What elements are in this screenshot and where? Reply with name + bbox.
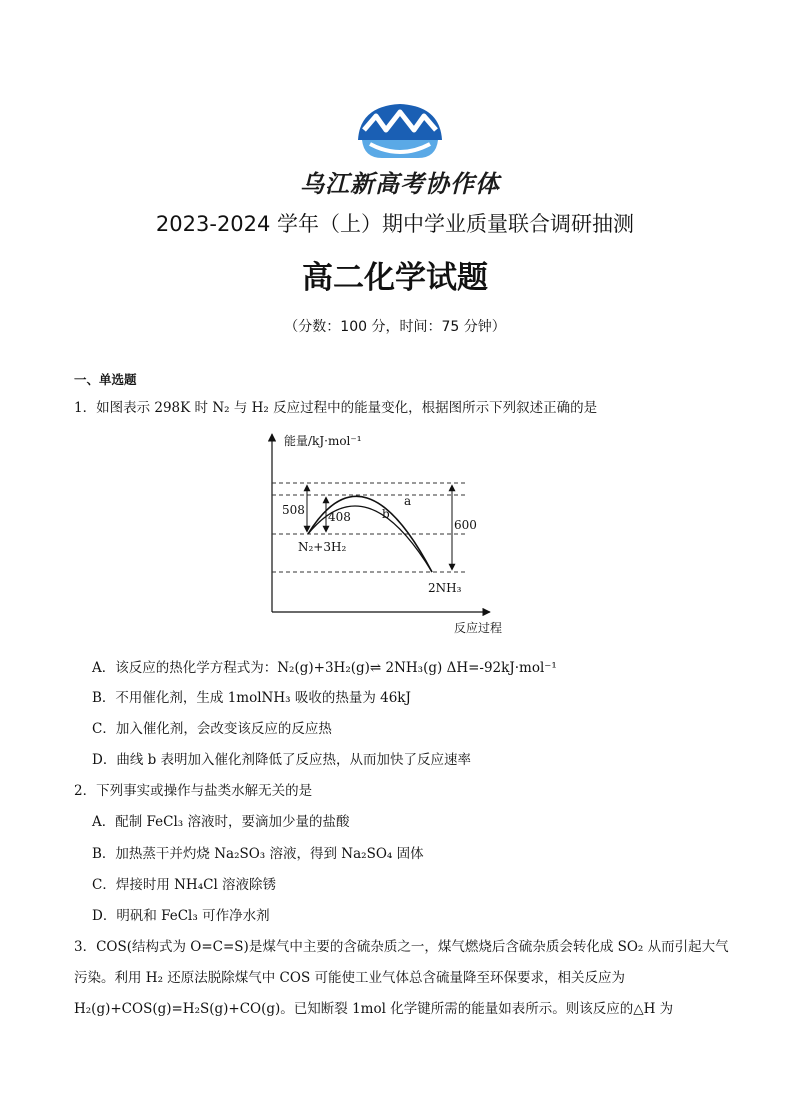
energy-diagram <box>262 428 532 638</box>
curve-b <box>308 506 432 572</box>
y-axis-label: 能量/kJ·mol⁻¹ <box>284 434 362 448</box>
curve-b-label: b <box>382 507 390 521</box>
section-heading: 一、单选题 <box>74 372 137 387</box>
q1-option-a: A．该反应的热化学方程式为：N₂(g)+3H₂(g)⇌ 2NH₃(g) ΔH=-92kJ·mol⁻¹ <box>92 660 557 676</box>
logo-mark-icon <box>290 100 510 166</box>
exam-info: （分数：100 分，时间：75 分钟） <box>284 319 506 335</box>
logo-text: 乌江新高考协作体 <box>300 170 500 198</box>
label-600: 600 <box>454 518 477 532</box>
curve-a-label: a <box>404 494 412 508</box>
label-408: 408 <box>328 510 351 524</box>
label-reactants: N₂+3H₂ <box>298 540 347 554</box>
q1-option-d: D．曲线 b 表明加入催化剂降低了反应热，从而加快了反应速率 <box>92 752 472 768</box>
label-508: 508 <box>282 503 305 517</box>
q2-option-b: B．加热蒸干并灼烧 Na₂SO₃ 溶液，得到 Na₂SO₄ 固体 <box>92 846 424 862</box>
x-axis-label: 反应过程 <box>454 621 503 635</box>
q1-stem: 1．如图表示 298K 时 N₂ 与 H₂ 反应过程中的能量变化，根据图所示下列叙述正确的是 <box>74 400 598 416</box>
q1-option-b: B．不用催化剂，生成 1molNH₃ 吸收的热量为 46kJ <box>92 690 411 706</box>
exam-title: 2023-2024 学年（上）期中学业质量联合调研抽测 <box>155 212 635 236</box>
q2-option-d: D．明矾和 FeCl₃ 可作净水剂 <box>92 908 270 924</box>
q2-stem: 2．下列事实或操作与盐类水解无关的是 <box>74 783 313 799</box>
q3-line-3: H₂(g)+COS(g)=H₂S(g)+CO(g)。已知断裂 1mol 化学键所需的能量如表所示。则该反应的△H 为 <box>74 1001 674 1017</box>
q3-line-1: 3．COS(结构式为 O=C=S)是煤气中主要的含硫杂质之一，煤气燃烧后含硫杂质会转化成 SO₂ 从而引起大气 <box>74 939 729 955</box>
q1-option-c: C．加入催化剂，会改变该反应的反应热 <box>92 721 332 737</box>
logo <box>290 100 510 198</box>
q3-line-2: 污染。利用 H₂ 还原法脱除煤气中 COS 可能使工业气体总含硫量降至环保要求，相关反应为 <box>74 970 625 986</box>
q2-option-c: C．焊接时用 NH₄Cl 溶液除锈 <box>92 877 277 893</box>
q2-option-a: A．配制 FeCl₃ 溶液时，要滴加少量的盐酸 <box>92 814 350 830</box>
subject-title: 高二化学试题 <box>302 260 488 296</box>
label-products: 2NH₃ <box>428 581 462 595</box>
